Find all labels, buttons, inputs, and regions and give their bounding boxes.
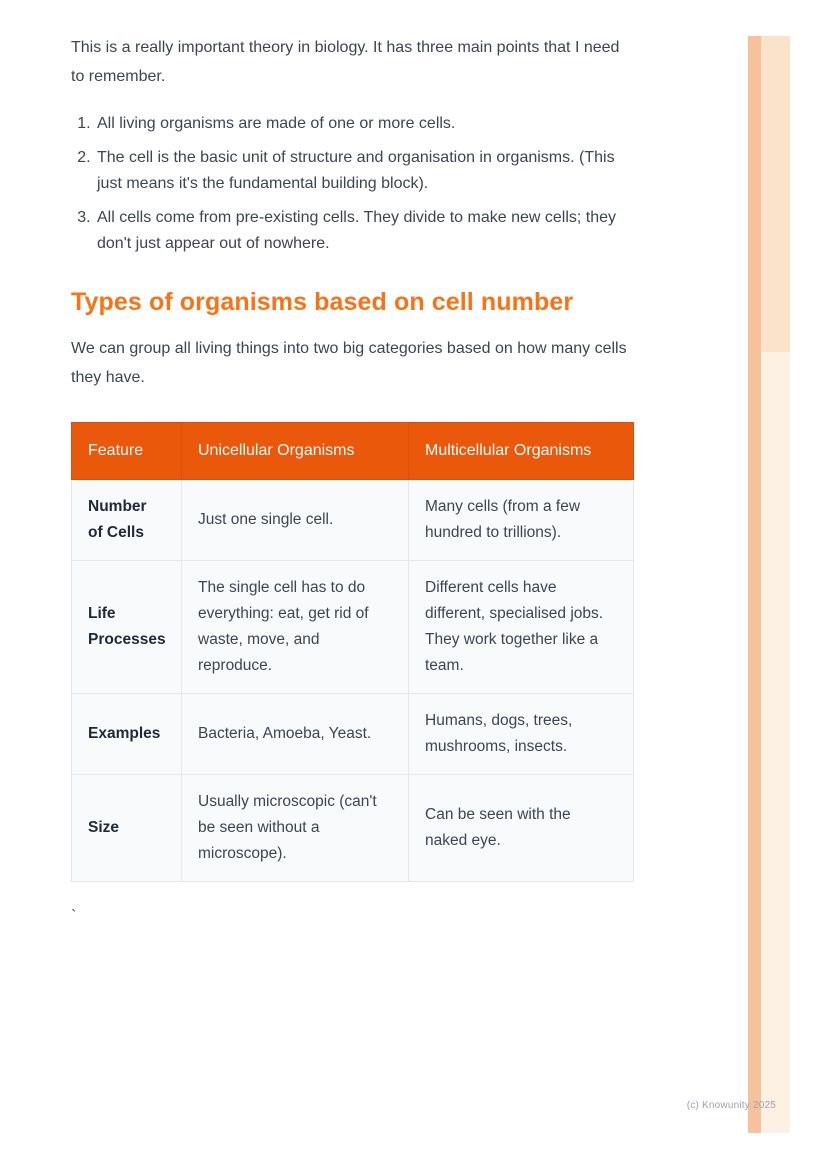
comparison-table xyxy=(71,422,634,882)
table-cell: Just one single cell. xyxy=(182,480,409,561)
section-heading: Types of organisms based on cell number xyxy=(71,288,574,316)
section-paragraph: We can group all living things into two big categories based on how many cells they have. xyxy=(71,340,627,386)
list-item xyxy=(95,145,634,197)
copyright-footer: (c) Knowunity 2025 xyxy=(686,1100,776,1111)
column-header-multicellular: Multicellular Organisms xyxy=(409,423,634,480)
table-row xyxy=(72,480,634,561)
list-item-text: All living organisms are made of one or more cells. xyxy=(97,115,456,132)
table-row xyxy=(72,775,634,882)
stripe-edge-band xyxy=(748,36,761,1133)
stripe-lower-band xyxy=(761,352,790,1133)
decorative-stripe xyxy=(748,36,790,1133)
intro-paragraph: This is a really important theory in biology. It has three main points that I need to remember. xyxy=(71,39,620,85)
row-label: Size xyxy=(72,775,182,882)
row-label: Examples xyxy=(72,694,182,775)
table-cell: Usually microscopic (can't be seen without a microscope). xyxy=(182,775,409,882)
stray-backtick: ` xyxy=(71,908,77,925)
row-label: Life Processes xyxy=(72,561,182,694)
table-cell: Different cells have different, specialised jobs. They work together like a team. xyxy=(409,561,634,694)
key-points-list xyxy=(71,111,634,257)
list-item-text: The cell is the basic unit of structure and organisation in organisms. (This just means it's the fundamental building block). xyxy=(97,149,615,192)
row-label: Number of Cells xyxy=(72,480,182,561)
list-item-text: All cells come from pre-existing cells. They divide to make new cells; they don't just appear out of nowhere. xyxy=(97,209,617,252)
table-header-row xyxy=(72,423,634,480)
column-header-feature: Feature xyxy=(72,423,182,480)
table-cell: The single cell has to do everything: eat, get rid of waste, move, and reproduce. xyxy=(182,561,409,694)
table-cell: Many cells (from a few hundred to trillions). xyxy=(409,480,634,561)
stripe-top-band xyxy=(761,36,790,352)
table-cell: Can be seen with the naked eye. xyxy=(409,775,634,882)
table-cell: Bacteria, Amoeba, Yeast. xyxy=(182,694,409,775)
column-header-unicellular: Unicellular Organisms xyxy=(182,423,409,480)
document-content xyxy=(71,33,634,926)
list-item xyxy=(95,205,634,257)
table-row xyxy=(72,561,634,694)
table-row xyxy=(72,694,634,775)
list-item xyxy=(95,111,634,137)
table-cell: Humans, dogs, trees, mushrooms, insects. xyxy=(409,694,634,775)
